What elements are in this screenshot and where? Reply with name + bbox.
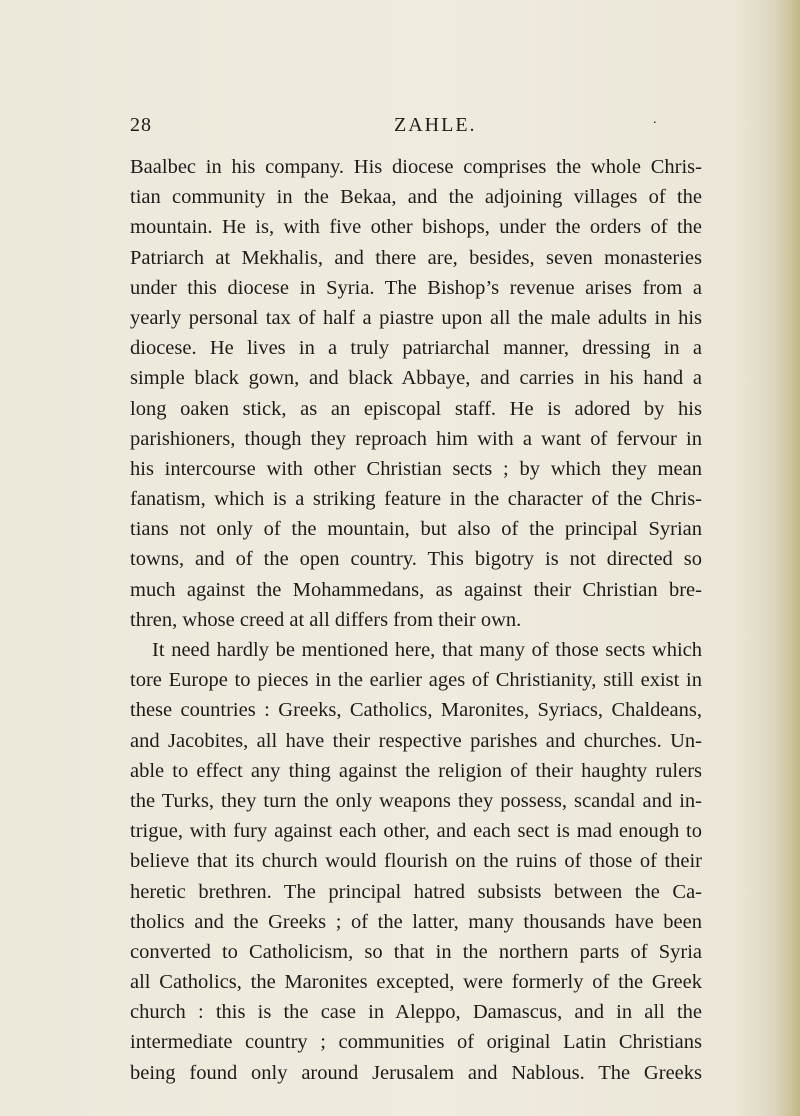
text-line: towns, and of the open country. This bigotry is not directed so xyxy=(130,548,702,571)
text-line: being found only around Jerusalem and Nablous. The Greeks xyxy=(130,1061,702,1084)
text-line: diocese. He lives in a truly patriarchal manner, dressing in a xyxy=(130,337,702,360)
text-line: church : this is the case in Aleppo, Damascus, and in all the xyxy=(130,1001,702,1024)
page-edge-shadow xyxy=(774,0,800,1116)
text-line: his intercourse with other Christian sects ; by which they mean xyxy=(130,457,702,480)
text-line: able to effect any thing against the religion of their haughty rulers xyxy=(130,759,702,782)
text-line: thren, whose creed at all differs from their own. xyxy=(130,608,522,631)
text-line: tore Europe to pieces in the earlier ages of Christianity, still exist in xyxy=(130,669,702,692)
paragraph-2 xyxy=(130,635,702,1088)
text-line: fanatism, which is a striking feature in the character of the Chris- xyxy=(130,488,702,511)
running-head xyxy=(130,114,690,144)
body-text xyxy=(130,152,702,1088)
text-line: Baalbec in his company. His diocese comprises the whole Chris- xyxy=(130,156,702,178)
text-line: parishioners, though they reproach him with a want of fervour in xyxy=(130,427,702,450)
text-line: yearly personal tax of half a piastre upon all the male adults in his xyxy=(130,306,702,329)
text-line: tian community in the Bekaa, and the adjoining villages of the xyxy=(130,186,702,209)
text-line: all Catholics, the Maronites excepted, were formerly of the Greek xyxy=(130,971,702,994)
text-line: these countries : Greeks, Catholics, Maronites, Syriacs, Chaldeans, xyxy=(130,699,702,722)
text-line: much against the Mohammedans, as against their Christian bre- xyxy=(130,578,702,601)
text-line: tians not only of the mountain, but also of the principal Syrian xyxy=(130,518,702,541)
text-line: It need hardly be mentioned here, that many of those sects which xyxy=(152,639,702,661)
paragraph-1 xyxy=(130,152,702,635)
text-line: and Jacobites, all have their respective parishes and churches. Un- xyxy=(130,729,702,752)
text-line: mountain. He is, with five other bishops, under the orders of the xyxy=(130,216,702,239)
text-line: long oaken stick, as an episcopal staff. He is adored by his xyxy=(130,397,702,420)
header-title: ZAHLE. xyxy=(394,114,477,136)
text-line: believe that its church would flourish on the ruins of those of their xyxy=(130,850,702,873)
page-number: 28 xyxy=(130,114,152,136)
text-line: tholics and the Greeks ; of the latter, many thousands have been xyxy=(130,910,702,933)
text-line: converted to Catholicism, so that in the northern parts of Syria xyxy=(130,940,702,963)
text-line: simple black gown, and black Abbaye, and carries in his hand a xyxy=(130,367,702,390)
text-line: under this diocese in Syria. The Bishop’s revenue arises from a xyxy=(130,276,702,299)
text-line: intermediate country ; communities of original Latin Christians xyxy=(130,1031,702,1054)
text-line: trigue, with fury against each other, and each sect is mad enough to xyxy=(130,820,702,843)
text-line: the Turks, they turn the only weapons they possess, scandal and in- xyxy=(130,789,702,812)
header-mark: . xyxy=(653,112,658,127)
text-line: heretic brethren. The principal hatred subsists between the Ca- xyxy=(130,880,702,903)
text-line: Patriarch at Mekhalis, and there are, besides, seven monasteries xyxy=(130,246,702,269)
